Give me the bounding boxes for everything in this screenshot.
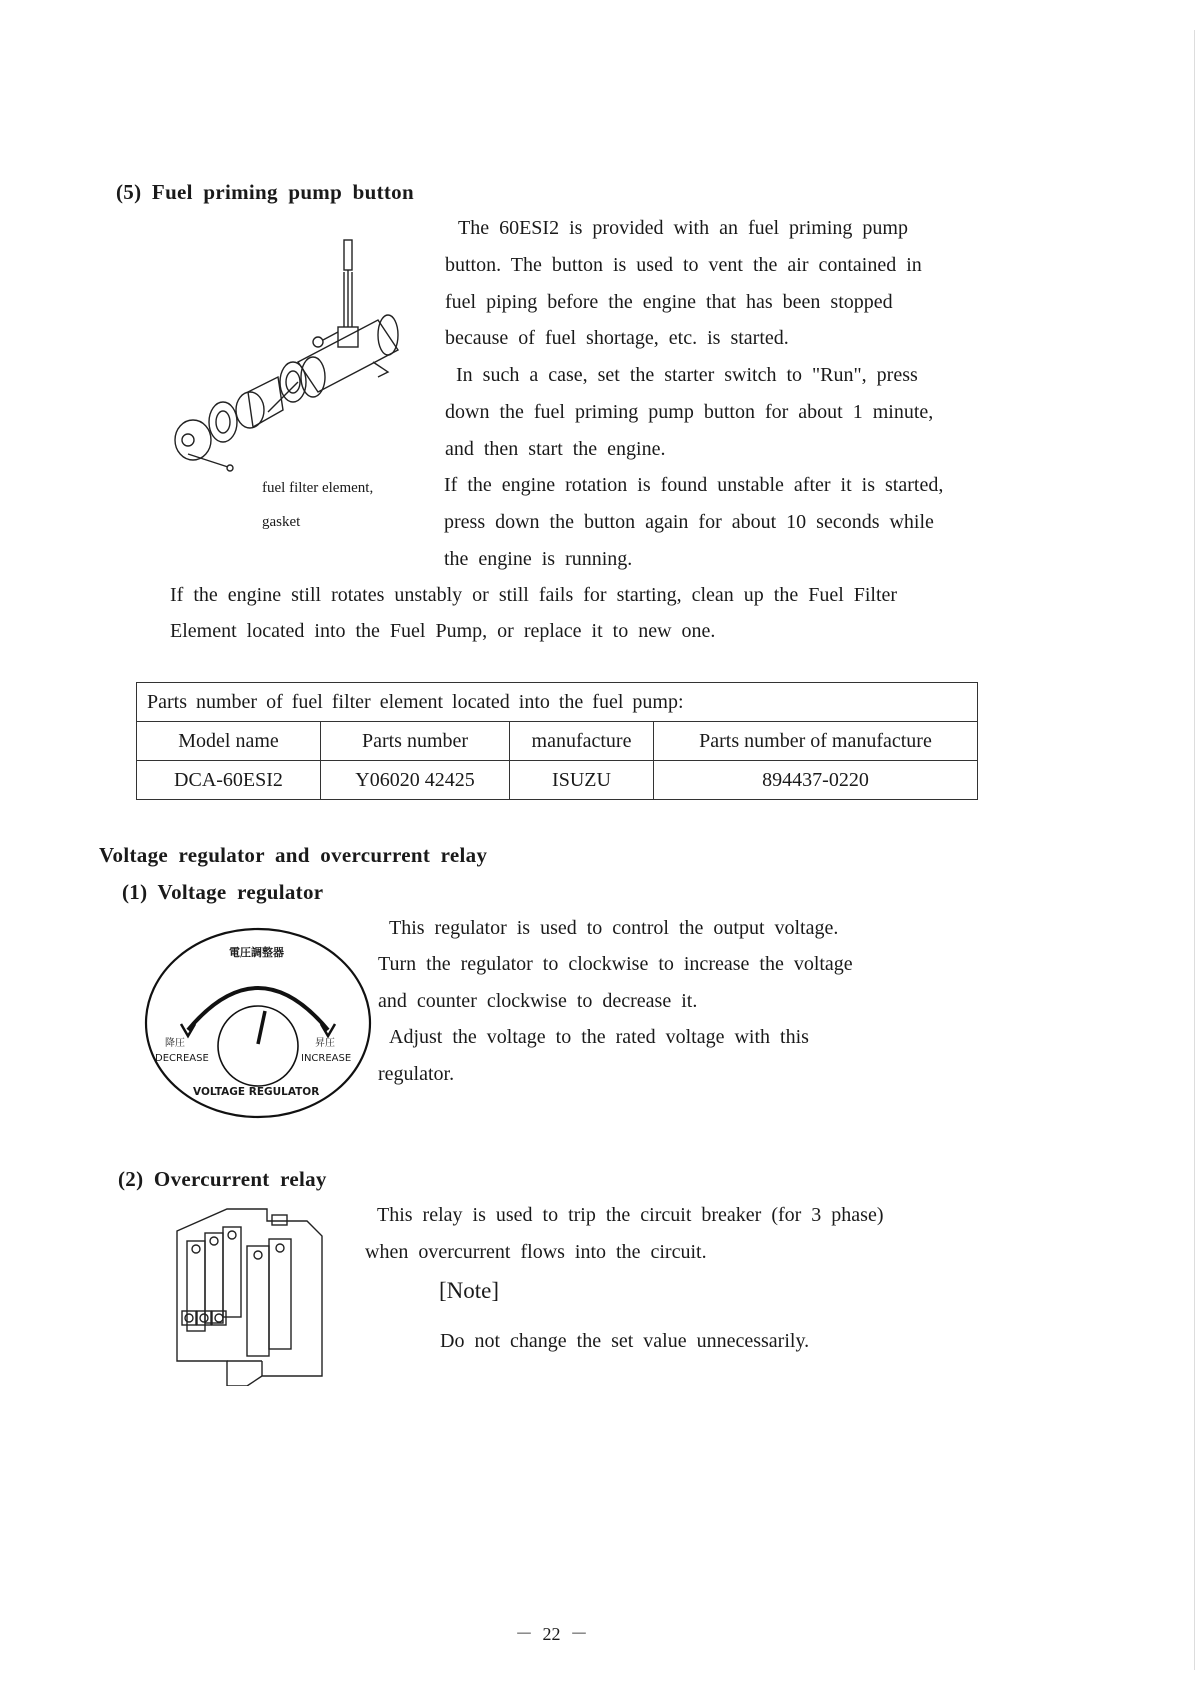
subheading-overcurrent-relay: (2) Overcurrent relay (118, 1167, 327, 1191)
dial-title-jp: 電圧調整器 (229, 946, 284, 959)
table-header-row (137, 722, 978, 761)
caption-fuel-filter-element: fuel filter element, (262, 480, 374, 496)
paragraph-line: If the engine rotation is found unstable after it is started, (444, 474, 944, 496)
paragraph-line: and counter clockwise to decrease it. (378, 990, 698, 1012)
parts-table (136, 682, 978, 800)
paragraph-line: fuel piping before the engine that has been stopped (445, 291, 893, 313)
paragraph-line: the engine is running. (444, 548, 633, 570)
header-parts-number-of-manufacture: Parts number of manufacture (654, 722, 978, 761)
table-row (137, 761, 978, 800)
dial-increase-label: INCREASE (301, 1053, 352, 1064)
paragraph-line: and then start the engine. (445, 438, 666, 460)
paragraph-line: This regulator is used to control the output voltage. (389, 917, 839, 939)
paragraph-line: Element located into the Fuel Pump, or replace it to new one. (170, 620, 716, 642)
dial-increase-jp: 昇圧 (315, 1038, 335, 1049)
page-number: － 22 － (515, 1624, 588, 1644)
cell-parts-number: Y06020 42425 (321, 761, 510, 800)
caption-gasket: gasket (262, 514, 301, 530)
paragraph-line: In such a case, set the starter switch to "Run", press (456, 364, 918, 386)
voltage-regulator-dial-illustration (143, 926, 374, 1120)
subheading-voltage-regulator: (1) Voltage regulator (122, 880, 324, 904)
cell-manufacture: ISUZU (510, 761, 654, 800)
paragraph-line: down the fuel priming pump button for about 1 minute, (445, 401, 934, 423)
paragraph-line: If the engine still rotates unstably or still fails for starting, clean up the Fuel Filter (170, 584, 898, 606)
header-model-name: Model name (137, 722, 321, 761)
header-parts-number: Parts number (321, 722, 510, 761)
paragraph-line: Adjust the voltage to the rated voltage with this (389, 1026, 809, 1048)
note-text: Do not change the set value unnecessarily. (440, 1330, 810, 1352)
dial-decrease-jp: 降圧 (165, 1038, 185, 1049)
paragraph-line: This relay is used to trip the circuit breaker (for 3 phase) (377, 1204, 884, 1226)
paragraph-line: Turn the regulator to clockwise to increase the voltage (378, 953, 853, 975)
paragraph-line: because of fuel shortage, etc. is started. (445, 327, 789, 349)
paragraph-line: The 60ESI2 is provided with an fuel priming pump (458, 217, 908, 239)
paragraph-line: button. The button is used to vent the air contained in (445, 254, 922, 276)
cell-model-name: DCA-60ESI2 (137, 761, 321, 800)
section-heading-voltage: Voltage regulator and overcurrent relay (99, 843, 488, 867)
overcurrent-relay-illustration (167, 1201, 325, 1386)
dial-decrease-label: DECREASE (155, 1053, 209, 1064)
fuel-pump-illustration (148, 232, 413, 472)
cell-manufacture-parts-number: 894437-0220 (654, 761, 978, 800)
header-manufacture: manufacture (510, 722, 654, 761)
note-label: [Note] (439, 1278, 500, 1303)
dial-voltage-regulator-label: VOLTAGE REGULATOR (193, 1086, 320, 1098)
table-title: Parts number of fuel filter element located into the fuel pump: (137, 683, 978, 722)
paragraph-line: when overcurrent flows into the circuit. (365, 1241, 707, 1263)
paragraph-line: press down the button again for about 10 seconds while (444, 511, 934, 533)
section-heading-fuel-priming: (5) Fuel priming pump button (116, 180, 414, 204)
paragraph-line: regulator. (378, 1063, 455, 1085)
